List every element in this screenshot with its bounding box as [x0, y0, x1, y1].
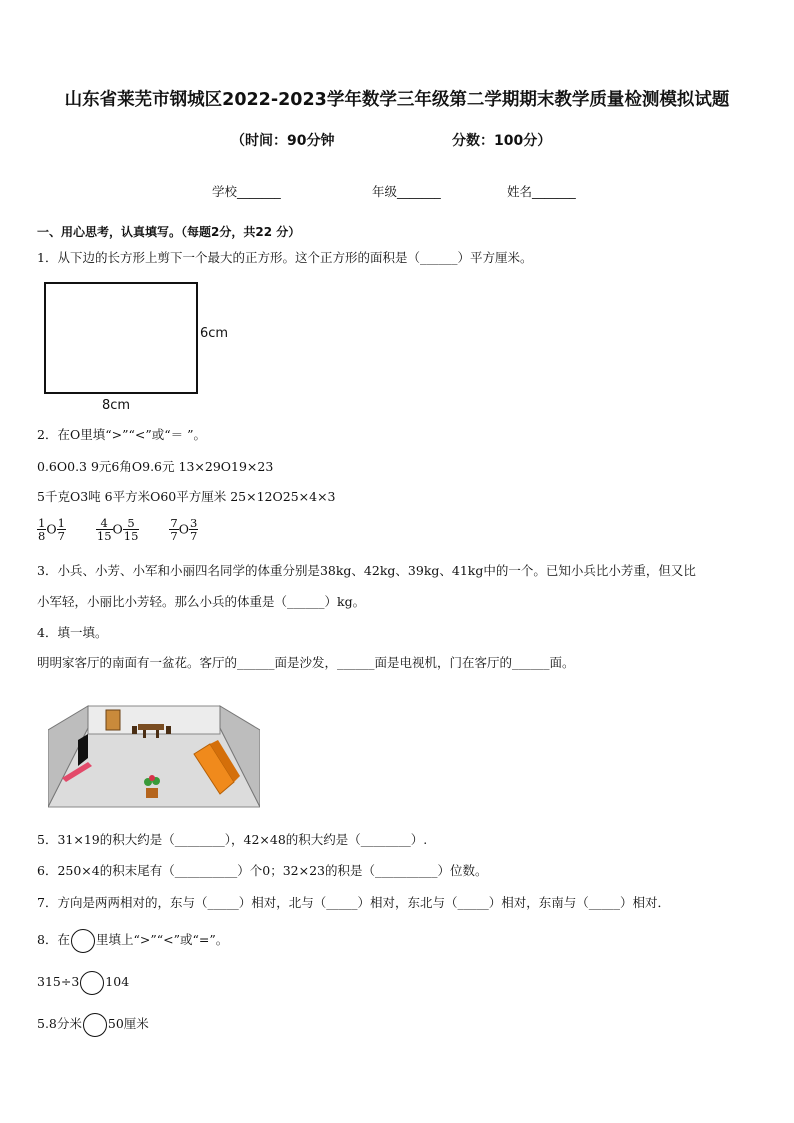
school-field: 学校_______ [212, 184, 281, 199]
question-8: 8．在 里填上“>”“<”或“=”。 [37, 928, 228, 953]
fraction: $\frac{1}{7}$ [57, 516, 65, 543]
question-4: 4．填一填。 [37, 625, 108, 640]
fraction: $\frac{7}{7}$ [170, 516, 178, 543]
fraction: $\frac{1}{8}$ [38, 516, 46, 543]
question-3-line-2: 小军轻，小丽比小芳轻。那么小兵的体重是（______）kg。 [37, 594, 366, 609]
section-heading: 一、用心思考，认真填写。（每题2分，共22 分） [37, 225, 301, 239]
question-7: 7．方向是两两相对的，东与（_____）相对，北与（_____）相对，东北与（_____）相对，东南与（_____）相对． [37, 895, 670, 910]
exam-score: 分数：100分） [452, 133, 552, 149]
fraction: $\frac{4}{15}$ [96, 516, 112, 543]
door-icon [106, 710, 120, 730]
question-1: 1．从下边的长方形上剪下一个最大的正方形。这个正方形的面积是（______）平方厘米。 [37, 250, 533, 265]
rectangle-height-label: 6cm [200, 326, 229, 341]
question-6: 6．250×4的积末尾有（__________）个0；32×23的积是（__________）位数。 [37, 863, 488, 878]
question-5: 5．31×19的积大约是（________），42×48的积大约是（________）. [37, 832, 428, 847]
fraction: $\frac{5}{15}$ [123, 516, 139, 543]
answer-circle[interactable] [71, 929, 95, 953]
grade-field: 年级_______ [372, 184, 441, 199]
flower-pot-icon [146, 788, 158, 798]
question-2-row-2: 5千克O3吨 6平方米O60平方厘米 25×12O25×4×3 [37, 489, 336, 504]
question-4-text: 明明家客厅的南面有一盆花。客厅的______面是沙发，______面是电视机，门在客厅的______面。 [37, 655, 575, 670]
question-2: 2．在O里填“>”“<”或“＝ ”。 [37, 427, 206, 442]
fraction: $\frac{3}{7}$ [189, 516, 198, 543]
question-8-row-1: 315÷3 104 [37, 970, 129, 995]
question-8-row-2: 5.8分米 50厘米 [37, 1012, 149, 1037]
question-3-line-1: 3．小兵、小芳、小军和小丽四名同学的体重分别是38kg、42kg、39kg、41kg中的一个。已知小兵比小芳重，但又比 [37, 563, 696, 578]
question-2-fractions: $\frac{1}{8}$ O $\frac{1}{7}$ $\frac{4}{15}$ O $\frac{5}{15}$ $\frac{7}{7}$ O $\frac{3}{7}$ [38, 516, 198, 543]
answer-circle[interactable] [83, 1013, 107, 1037]
exam-time: （时间：90分钟 [231, 133, 335, 149]
question-2-row-1: 0.6O0.3 9元6角O9.6元 13×29O19×23 [37, 459, 274, 474]
name-field: 姓名_______ [507, 184, 576, 199]
living-room-illustration [48, 700, 260, 814]
rectangle-figure [44, 282, 198, 394]
answer-circle[interactable] [80, 971, 104, 995]
rectangle-width-label: 8cm [102, 398, 131, 413]
page-title: 山东省莱芜市钢城区2022-2023学年数学三年级第二学期期末教学质量检测模拟试题 [64, 90, 730, 110]
